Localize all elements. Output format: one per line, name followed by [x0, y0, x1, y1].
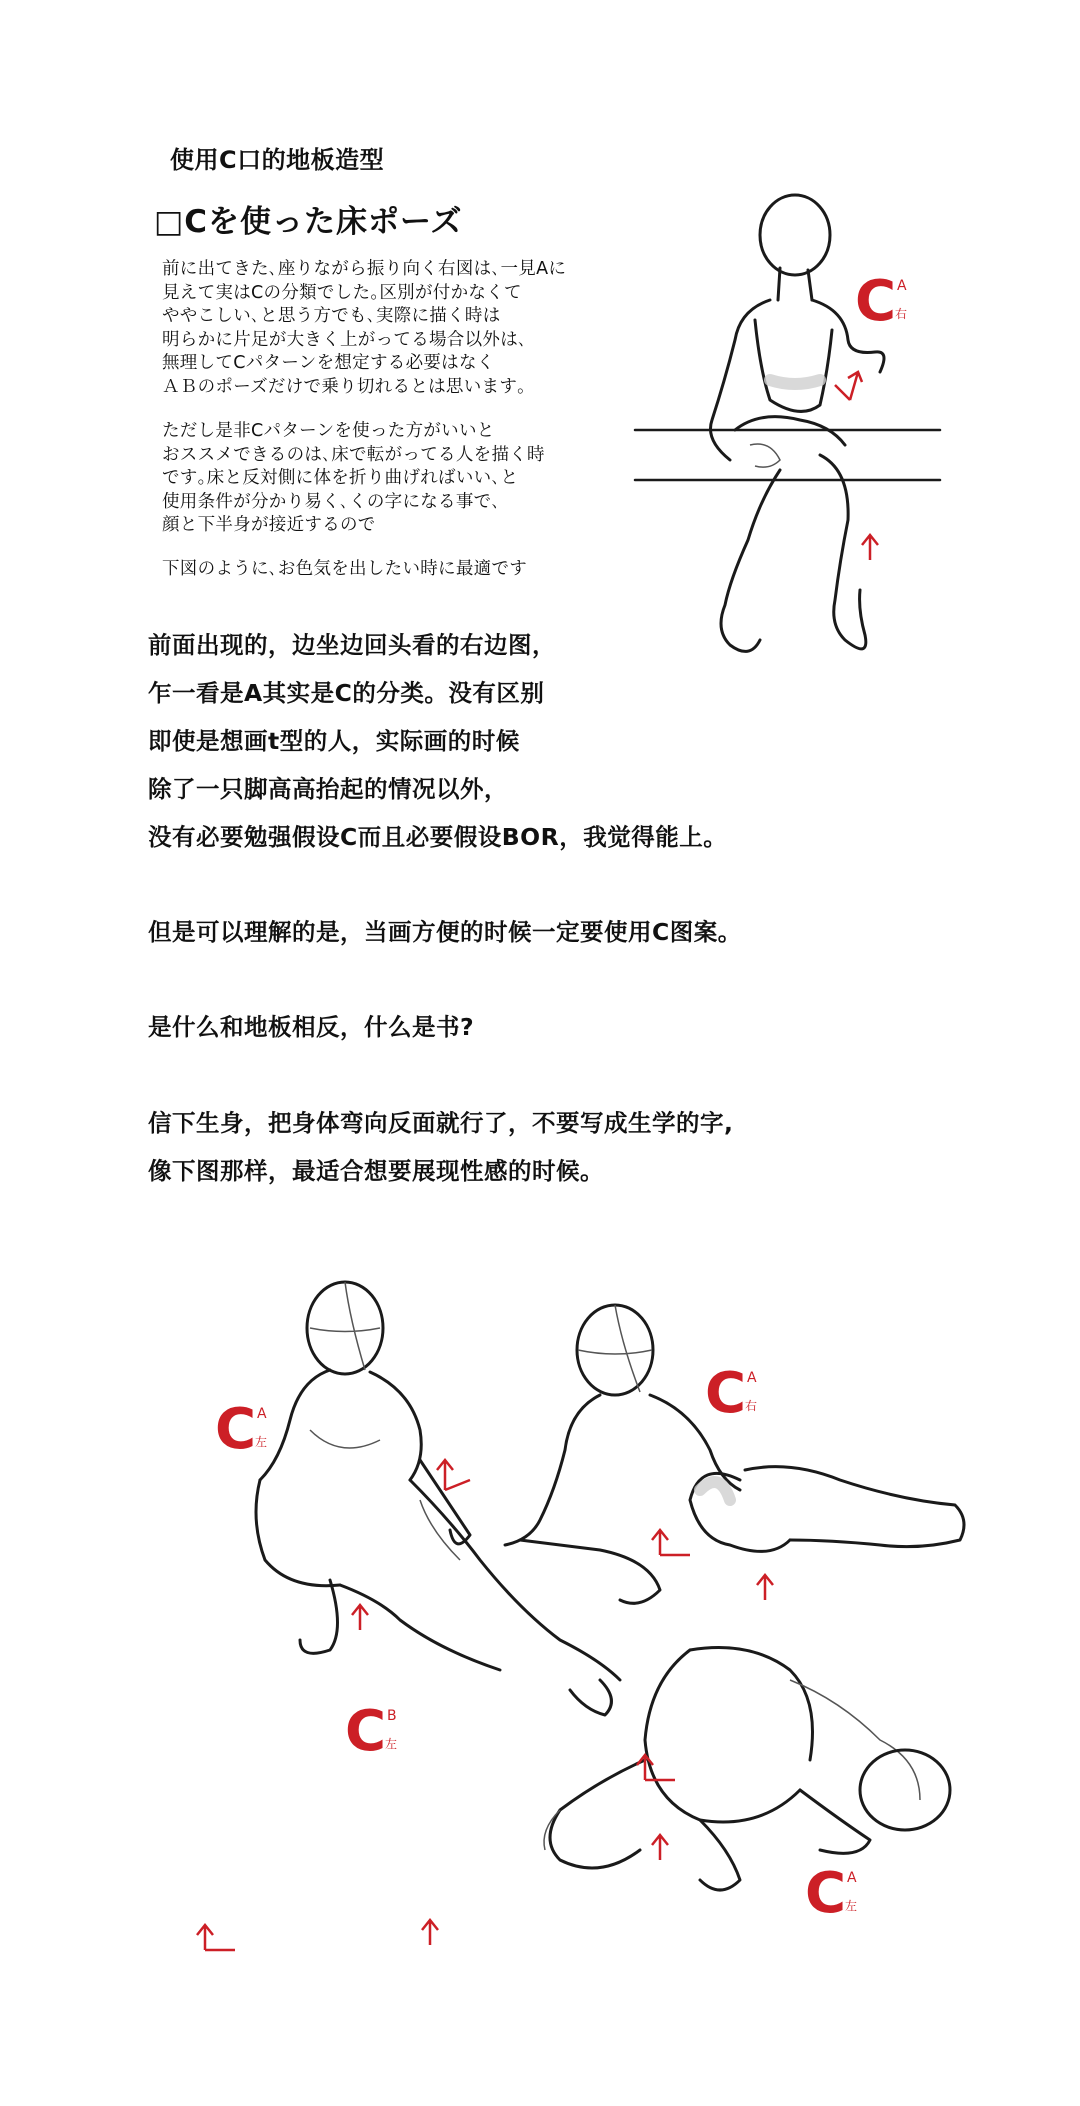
svg-text:A: A — [897, 278, 907, 294]
svg-text:B: B — [387, 1708, 397, 1724]
pose-mark-2 — [215, 1397, 267, 1462]
japanese-paragraph-1: 前に出てきた､座りながら振り向く右図は､一見Aに 見えて実はCの分類でした｡区別が付かなくて ややこしい､と思う方でも､実際に描く時は 明らかに片足が大きく上がってる場合以外は､ 無理してCパターンを想定する必要はなく ＡＢのポーズだけで乗り切れるとは思います｡ — [162, 259, 567, 397]
chinese-line-7: 是什么和地板相反，什么是书? — [148, 1013, 475, 1041]
chinese-line-1: 前面出现的，边坐边回头看的右边图， — [148, 631, 556, 659]
japanese-title: □Cを使った床ポーズ — [154, 204, 463, 240]
chinese-line-2: 乍一看是A其实是C的分类。没有区别 — [148, 679, 545, 707]
direction-arrows — [197, 372, 878, 1950]
japanese-paragraph-2: ただし是非Cパターンを使った方がいいと おススメできるのは､床で転がってる人を描く時 です｡床と反対側に体を折り曲げればいい､と 使用条件が分かり易く､くの字になる事で､ 顔と下半身が接近するので — [162, 421, 545, 535]
figure-seated-turning — [635, 195, 940, 651]
chinese-line-3: 即使是想画t型的人，实际画的时候 — [148, 727, 520, 755]
svg-text:左: 左 — [255, 1435, 268, 1449]
pose-mark-5 — [805, 1861, 857, 1926]
chinese-line-5: 没有必要勉强假设C而且必要假设BOR，我觉得能上。 — [148, 823, 728, 851]
chinese-line-8: 信下生身，把身体弯向反面就行了，不要写成生学的字, — [148, 1109, 734, 1137]
pose-mark-3 — [705, 1361, 757, 1426]
chinese-line-9: 像下图那样，最适合想要展现性感的时候。 — [148, 1157, 604, 1185]
chinese-line-6: 但是可以理解的是，当画方便的时候一定要使用C图案。 — [148, 918, 742, 946]
svg-text:A: A — [747, 1370, 757, 1386]
chinese-title: 使用C口的地板造型 — [170, 146, 385, 174]
svg-text:C: C — [705, 1361, 747, 1426]
japanese-paragraph-3: 下図のように､お色気を出したい時に最適です — [162, 559, 528, 579]
pose-mark-1 — [855, 269, 907, 334]
svg-text:C: C — [345, 1699, 387, 1764]
svg-text:右: 右 — [895, 307, 908, 321]
svg-text:A: A — [847, 1870, 857, 1886]
svg-text:C: C — [215, 1397, 257, 1462]
svg-text:C: C — [855, 269, 897, 334]
figure-sitting-leg-extended — [256, 1282, 620, 1715]
pose-mark-4 — [345, 1699, 397, 1764]
svg-text:左: 左 — [385, 1737, 398, 1751]
svg-text:A: A — [257, 1406, 267, 1422]
figure-reclining-on-arm — [505, 1305, 964, 1603]
svg-text:右: 右 — [745, 1399, 758, 1413]
svg-text:左: 左 — [845, 1899, 858, 1913]
svg-text:C: C — [805, 1861, 847, 1926]
chinese-line-4: 除了一只脚高高抬起的情况以外， — [148, 775, 508, 803]
